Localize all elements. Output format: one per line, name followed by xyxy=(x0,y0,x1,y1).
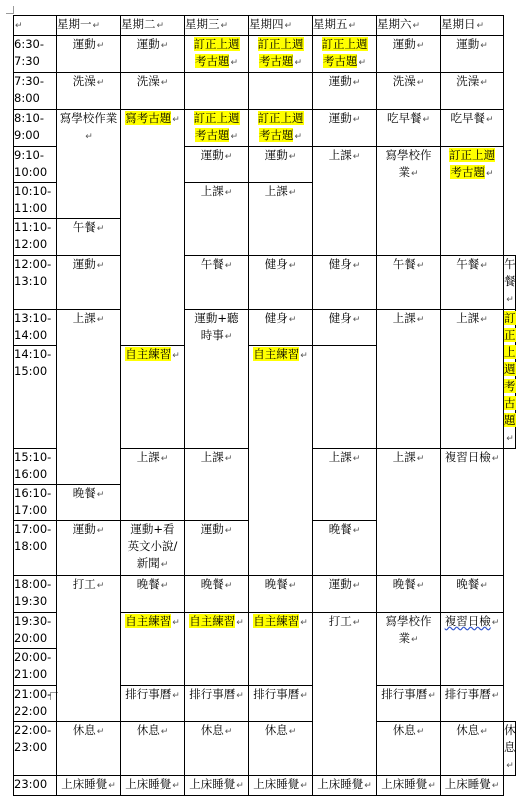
activity-cell: 運動↵ xyxy=(377,36,441,73)
activity-cell: 上課↵ xyxy=(57,310,121,485)
activity-cell: 休息↵ xyxy=(377,722,441,776)
activity-cell: 排行事曆↵ xyxy=(185,686,249,722)
activity-cell: 晚餐↵ xyxy=(377,576,441,613)
activity-cell: 打工↵ xyxy=(313,613,377,776)
time-slot: 15:10- 16:00 xyxy=(14,449,57,485)
activity-cell: 上課↵ xyxy=(377,449,441,576)
activity-cell: 吃早餐↵ xyxy=(441,110,504,147)
activity-cell: 晚餐↵ xyxy=(57,485,121,521)
activity-cell: 健身↵ xyxy=(313,310,377,346)
activity-cell-highlighted: 訂正上週 考古題↵ xyxy=(185,110,249,147)
activity-cell-highlighted: 寫考古題↵ xyxy=(121,110,185,346)
time-slot: 7:30- 8:00 xyxy=(14,73,57,110)
activity-cell: 複習日檢↵ xyxy=(441,613,504,686)
activity-cell: 洗澡↵ xyxy=(441,73,504,110)
activity-cell-highlighted: 自主練習↵ xyxy=(185,613,249,686)
day-header-sat: 星期六↵ xyxy=(377,16,441,36)
time-slot: 17:00- 18:00 xyxy=(14,521,57,576)
activity-cell: 運動+聽 時事↵ xyxy=(185,310,249,449)
activity-cell: 晚餐↵ xyxy=(441,576,504,613)
activity-cell: 上課↵ xyxy=(313,449,377,521)
time-slot: 12:00- 13:10 xyxy=(14,256,57,310)
activity-cell: 複習日檢↵ xyxy=(441,449,504,576)
time-slot: 6:30- 7:30 xyxy=(14,36,57,73)
activity-cell: 運動↵ xyxy=(441,36,504,73)
activity-cell-highlighted: 訂正上週 考古題↵ xyxy=(504,310,516,449)
activity-cell: 寫學校作 業↵ xyxy=(377,613,441,686)
activity-cell: 上床睡覺↵ xyxy=(441,776,504,796)
activity-cell: 休息↵ xyxy=(504,722,516,776)
corner-cell: ↵ xyxy=(14,16,57,36)
day-header-thu: 星期四↵ xyxy=(249,16,313,36)
time-slot: 14:10- 15:00 xyxy=(14,346,57,449)
activity-cell: 運動↵ xyxy=(313,73,377,110)
activity-cell: 上課↵ xyxy=(121,449,185,521)
activity-cell: 上床睡覺↵ xyxy=(57,776,121,796)
activity-cell: 晚餐↵ xyxy=(313,521,377,576)
time-slot: 20:00- 21:00 xyxy=(14,649,57,686)
activity-cell: 休息↵ xyxy=(121,722,185,776)
activity-cell: 排行事曆↵ xyxy=(377,686,441,722)
activity-cell: 午餐↵ xyxy=(441,256,504,310)
activity-cell: 吃早餐↵ xyxy=(377,110,441,147)
activity-cell: 運動+看 英文小說/ 新聞↵ xyxy=(121,521,185,576)
activity-cell: 運動↵ xyxy=(185,521,249,576)
day-header-tue: 星期二↵ xyxy=(121,16,185,36)
time-slot: 9:10- 10:00 xyxy=(14,147,57,183)
activity-cell: 上課↵ xyxy=(185,183,249,256)
day-header-fri: 星期五↵ xyxy=(313,16,377,36)
activity-cell: 上床睡覺↵ xyxy=(121,776,185,796)
activity-cell: 上課↵ xyxy=(185,449,249,521)
time-slot: 21:00- 22:00 xyxy=(14,686,57,722)
activity-cell: 午餐↵ xyxy=(57,219,121,256)
activity-cell: 休息↵ xyxy=(57,722,121,776)
activity-cell: 洗澡↵ xyxy=(377,73,441,110)
time-slot: 19:30- 20:00 xyxy=(14,613,57,649)
activity-cell: 寫學校作業↵ xyxy=(57,110,121,219)
activity-cell: 排行事曆↵ xyxy=(249,686,313,722)
time-slot: 18:00- 19:30 xyxy=(14,576,57,613)
activity-cell: 上床睡覺↵ xyxy=(185,776,249,796)
activity-cell: 晚餐↵ xyxy=(185,576,249,613)
activity-cell-highlighted: 訂正上週 考古題↵ xyxy=(185,36,249,73)
activity-cell: 上床睡覺↵ xyxy=(249,776,313,796)
time-slot: 11:10- 12:00 xyxy=(14,219,57,256)
activity-cell: 洗澡↵ xyxy=(57,73,121,110)
activity-cell: 午餐↵ xyxy=(185,256,249,310)
activity-cell: 上課↵ xyxy=(441,310,504,449)
activity-cell: 午餐↵ xyxy=(377,256,441,310)
activity-cell-highlighted: 訂正上週 考古題↵ xyxy=(249,36,313,73)
header-row xyxy=(14,16,516,36)
activity-cell: 運動↵ xyxy=(57,521,121,576)
activity-cell: 運動↵ xyxy=(313,110,377,147)
activity-cell: 打工↵ xyxy=(57,576,121,722)
margin-corner-mark-top xyxy=(6,6,14,14)
activity-cell-highlighted: 訂正上週 考古題↵ xyxy=(249,110,313,147)
activity-cell: 上課↵ xyxy=(313,147,377,256)
activity-cell: 上課↵ xyxy=(249,183,313,256)
activity-cell: 健身↵ xyxy=(249,310,313,346)
day-header-wed: 星期三↵ xyxy=(185,16,249,36)
activity-cell: 健身↵ xyxy=(249,256,313,310)
activity-cell: 洗澡↵ xyxy=(121,73,185,110)
activity-cell: 休息↵ xyxy=(441,722,504,776)
time-slot: 13:10- 14:00 xyxy=(14,310,57,346)
activity-cell: 運動↵ xyxy=(313,576,377,613)
activity-cell: 排行事曆↵ xyxy=(121,686,185,722)
weekly-schedule-table xyxy=(13,15,516,796)
day-header-mon: 星期一↵ xyxy=(57,16,121,36)
activity-cell: 寫學校作 業↵ xyxy=(377,147,441,256)
activity-cell-empty xyxy=(249,73,313,110)
activity-cell-empty xyxy=(185,73,249,110)
activity-cell-highlighted: 訂正上週 考古題↵ xyxy=(313,36,377,73)
activity-cell: 晚餐↵ xyxy=(249,576,313,613)
activity-cell: 上課↵ xyxy=(377,310,441,449)
activity-cell: 上床睡覺↵ xyxy=(313,776,377,796)
time-slot: 10:10- 11:00 xyxy=(14,183,57,219)
activity-cell-highlighted: 自主練習↵ xyxy=(249,613,313,686)
activity-cell-highlighted: 自主練習↵ xyxy=(121,613,185,686)
activity-cell: 排行事曆↵ xyxy=(441,686,504,722)
time-slot: 8:10- 9:00 xyxy=(14,110,57,147)
activity-cell: 休息↵ xyxy=(185,722,249,776)
activity-cell: 健身↵ xyxy=(313,256,377,310)
activity-cell-highlighted: 自主練習↵ xyxy=(249,346,313,576)
activity-cell: 運動↵ xyxy=(121,36,185,73)
activity-cell: 休息↵ xyxy=(249,722,313,776)
activity-cell: 上床睡覺↵ xyxy=(377,776,441,796)
day-header-sun: 星期日↵ xyxy=(441,16,504,36)
activity-cell: 運動↵ xyxy=(57,256,121,310)
activity-cell-highlighted: 自主練習↵ xyxy=(121,346,185,449)
activity-cell-highlighted: 訂正上週 考古題↵ xyxy=(441,147,504,256)
activity-cell: 運動↵ xyxy=(57,36,121,73)
time-slot: 22:00- 23:00 xyxy=(14,722,57,776)
time-slot: 16:10- 17:00 xyxy=(14,485,57,521)
time-slot: 23:00 xyxy=(14,776,57,796)
activity-cell: 午餐↵ xyxy=(504,256,516,310)
activity-cell: 晚餐↵ xyxy=(121,576,185,613)
activity-cell: 運動↵ xyxy=(249,147,313,183)
activity-cell: 運動↵ xyxy=(185,147,249,183)
